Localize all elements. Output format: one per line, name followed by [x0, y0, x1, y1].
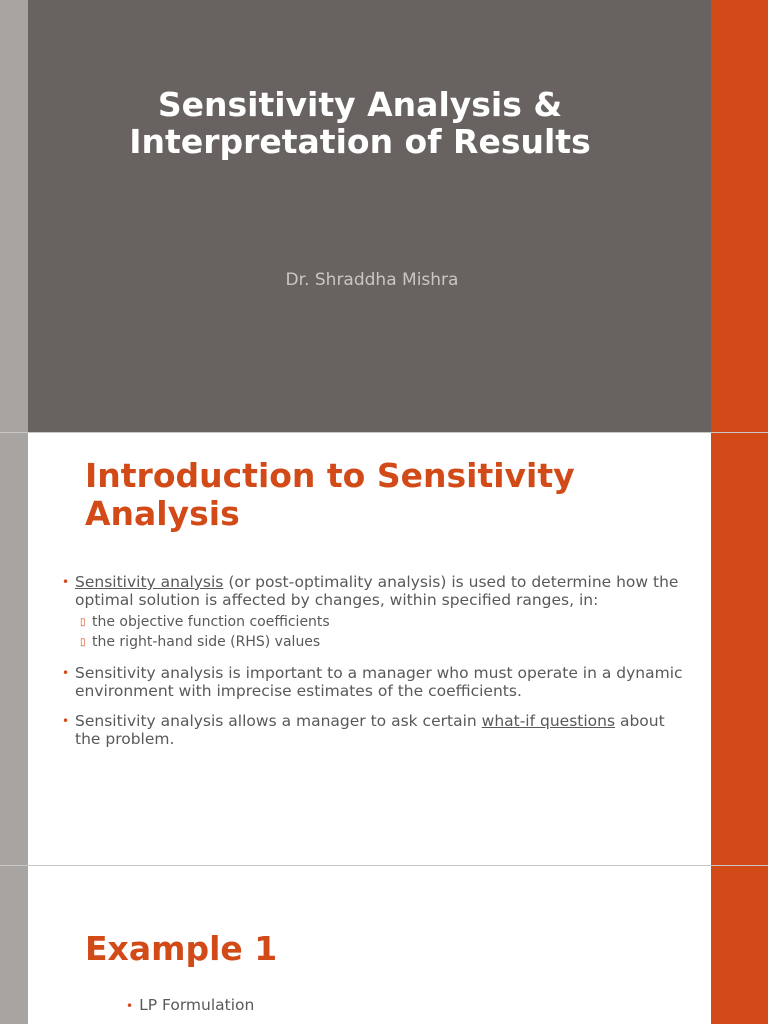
bullet-text: Sensitivity analysis is important to a manager who must operate in a dynamic environment with imprecise estimates of the coefficients.: [75, 664, 683, 700]
right-accent-bar: [711, 866, 768, 1024]
bullet-dot-icon: •: [62, 575, 70, 589]
right-accent-bar: [711, 433, 768, 865]
what-if-questions-link[interactable]: what-if questions: [481, 712, 616, 730]
sub-bullet-icon: ▯: [80, 637, 86, 648]
slide-title: [28, 86, 692, 160]
example-heading: Example 1: [85, 929, 278, 968]
bullet-dot-icon: •: [126, 999, 134, 1013]
sub-bullet-icon: ▯: [80, 617, 86, 628]
bullet-item: [62, 573, 687, 652]
bullet-item: [62, 712, 687, 748]
slide-title-line1: Sensitivity Analysis &: [157, 85, 563, 124]
sub-bullet-item: [75, 632, 687, 652]
intro-bullet-list: [62, 573, 687, 760]
slide-subtitle: Dr. Shraddha Mishra: [285, 270, 459, 290]
bullet-text: (or post-optimality analysis) is used to determine how the optimal solution is affected by changes, within specified ranges, in:: [75, 573, 679, 609]
slide-title-line2: Interpretation of Results: [129, 122, 591, 161]
bullet-text: Sensitivity analysis allows a manager to ask certain: [75, 712, 482, 730]
intro-slide: [0, 433, 768, 865]
sub-bullet-item: [75, 612, 687, 632]
intro-heading-line1: Introduction to Sensitivity: [85, 456, 575, 495]
bullet-text: about the problem.: [75, 712, 665, 748]
bullet-item: [126, 996, 254, 1014]
bullet-text: LP Formulation: [139, 996, 255, 1014]
left-accent-bar: [0, 866, 28, 1024]
intro-heading: [85, 457, 575, 533]
sub-bullet-text: the objective function coefficients: [92, 614, 330, 630]
left-accent-bar: [0, 433, 28, 865]
bullet-dot-icon: •: [62, 666, 70, 680]
sub-bullet-list: [75, 612, 687, 652]
sensitivity-analysis-link[interactable]: Sensitivity analysis: [75, 573, 224, 591]
sub-bullet-text: the right-hand side (RHS) values: [92, 634, 321, 650]
bullet-dot-icon: •: [62, 714, 70, 728]
title-slide: [0, 0, 768, 432]
example-slide: [0, 866, 768, 1024]
title-background: [28, 0, 711, 432]
right-accent-bar: [711, 0, 768, 432]
intro-heading-line2: Analysis: [85, 494, 240, 533]
bullet-item: [62, 664, 687, 700]
left-accent-bar: [0, 0, 28, 432]
